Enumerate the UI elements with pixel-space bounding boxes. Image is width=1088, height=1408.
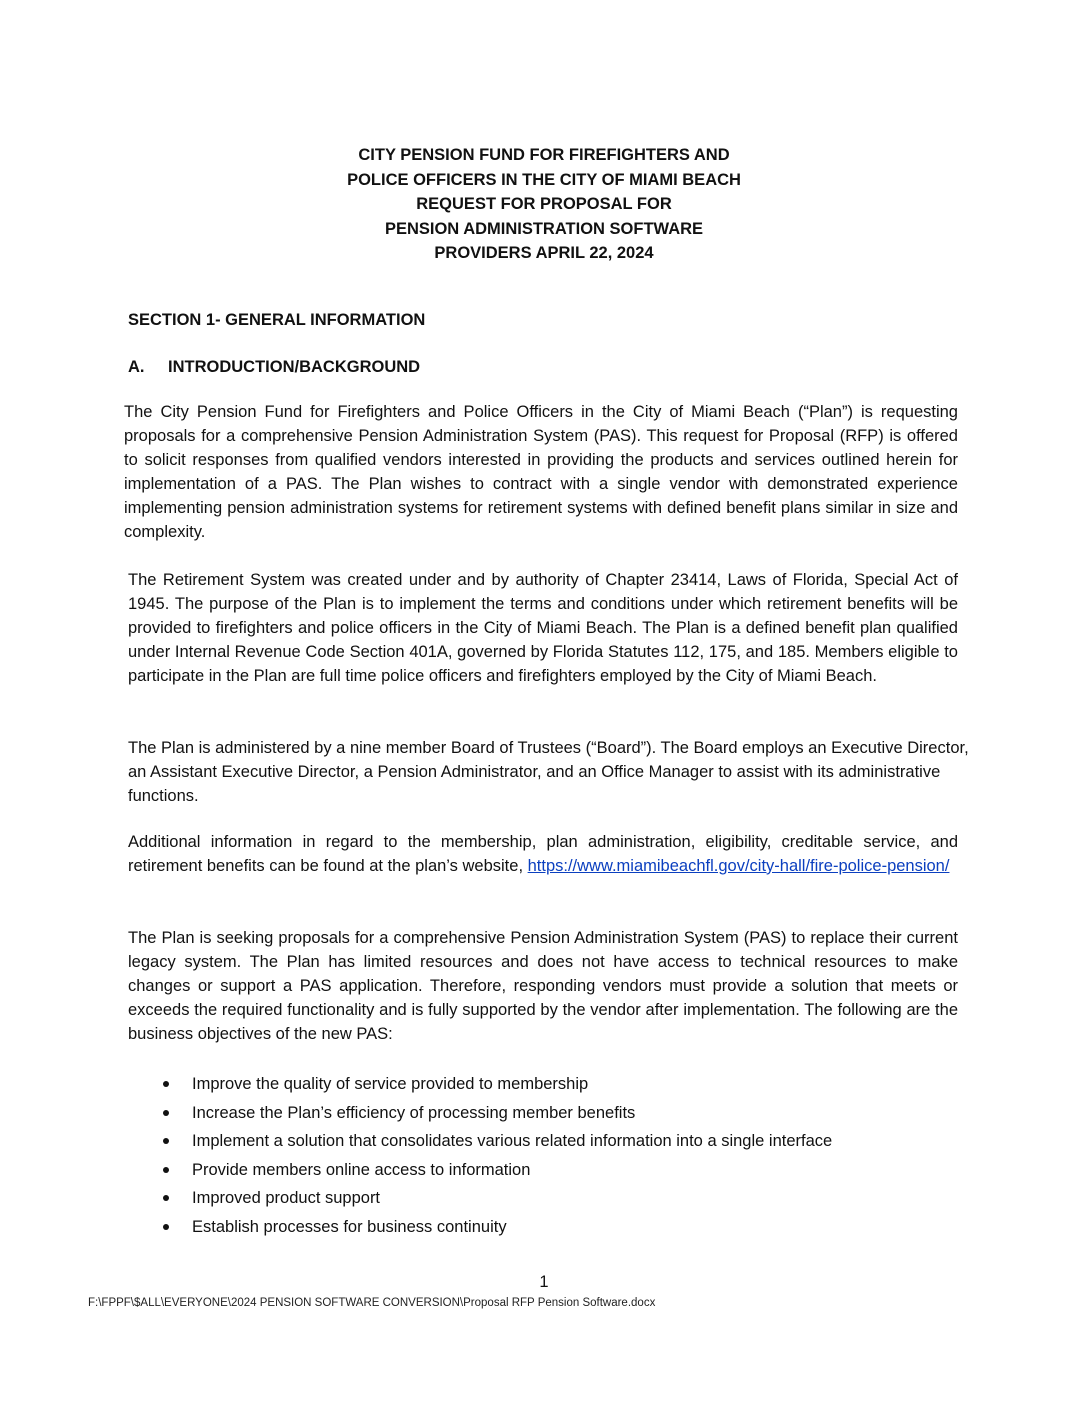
subsection-heading: [128, 355, 420, 379]
list-item: Establish processes for business continuity: [160, 1213, 832, 1242]
paragraph-seeking-proposals: The Plan is seeking proposals for a comprehensive Pension Administration System (PAS) to replace their current legacy system. The Plan has limited resources and does not have access to technical resources to make changes or support a PAS application. Therefore, responding vendors must provide a solution that meets or exceeds the required functionality and is fully supported by the vendor after implementation. The following are the business objectives of the new PAS:: [128, 929, 958, 1043]
subsection-letter: A.: [128, 358, 145, 376]
title-line-4: PENSION ADMINISTRATION SOFTWARE: [384, 219, 704, 238]
footer-file-path: F:\FPPF\$ALL\EVERYONE\2024 PENSION SOFTWARE CONVERSION\Proposal RFP Pension Software.docx: [88, 1297, 656, 1309]
paragraph-introduction: The City Pension Fund for Firefighters and Police Officers in the City of Miami Beach (“Plan”) is requesting proposals for a comprehensive Pension Administration System (PAS). This request for Proposal (RFP) is offered to solicit responses from qualified vendors interested in providing the products and services outlined herein for implementation of a PAS. The Plan wishes to contract with a single vendor with demonstrated experience implementing pension administration systems for retirement systems with defined benefit plans similar in size and complexity.: [124, 403, 958, 541]
list-item: Improve the quality of service provided to membership: [160, 1070, 832, 1099]
document-title: [0, 143, 1088, 266]
subsection-title: INTRODUCTION/BACKGROUND: [168, 358, 421, 376]
page-number: 1: [539, 1273, 549, 1291]
paragraph-retirement-system: The Retirement System was created under and by authority of Chapter 23414, Laws of Florida, Special Act of 1945. The purpose of the Plan is to implement the terms and conditions under which retirement benefits will be provided to firefighters and police officers in the City of Miami Beach. The Plan is a defined benefit plan qualified under Internal Revenue Code Section 401A, governed by Florida Statutes 112, 175, and 185. Members eligible to participate in the Plan are full time police officers and firefighters employed by the City of Miami Beach.: [128, 571, 958, 685]
title-line-3: REQUEST FOR PROPOSAL FOR: [416, 195, 672, 213]
additional-info-text: Additional information in regard to the membership, plan administration, eligibility, creditable service, and retirement benefits can be found at the plan’s website,: [128, 833, 958, 875]
list-item: Implement a solution that consolidates various related information into a single interface: [160, 1127, 832, 1156]
title-line-5: PROVIDERS APRIL 22, 2024: [434, 244, 654, 262]
paragraph-administration: The Plan is administered by a nine member Board of Trustees (“Board”). The Board employs an Executive Director, an Assistant Executive Director, a Pension Administrator, and an Office Manager to assist with its administrative functions.: [128, 739, 969, 805]
list-item: Improved product support: [160, 1184, 832, 1213]
plan-website-link[interactable]: https://www.miamibeachfl.gov/city-hall/fire-police-pension/: [527, 857, 950, 875]
section-heading: SECTION 1- GENERAL INFORMATION: [128, 311, 426, 329]
list-item: Increase the Plan’s efficiency of processing member benefits: [160, 1099, 832, 1128]
title-line-2: POLICE OFFICERS IN THE CITY OF MIAMI BEACH: [347, 170, 741, 189]
paragraph-additional-info: [128, 830, 958, 878]
objectives-list: [160, 1070, 832, 1242]
list-item: Provide members online access to information: [160, 1156, 832, 1185]
title-line-1: CITY PENSION FUND FOR FIREFIGHTERS AND: [358, 146, 730, 164]
